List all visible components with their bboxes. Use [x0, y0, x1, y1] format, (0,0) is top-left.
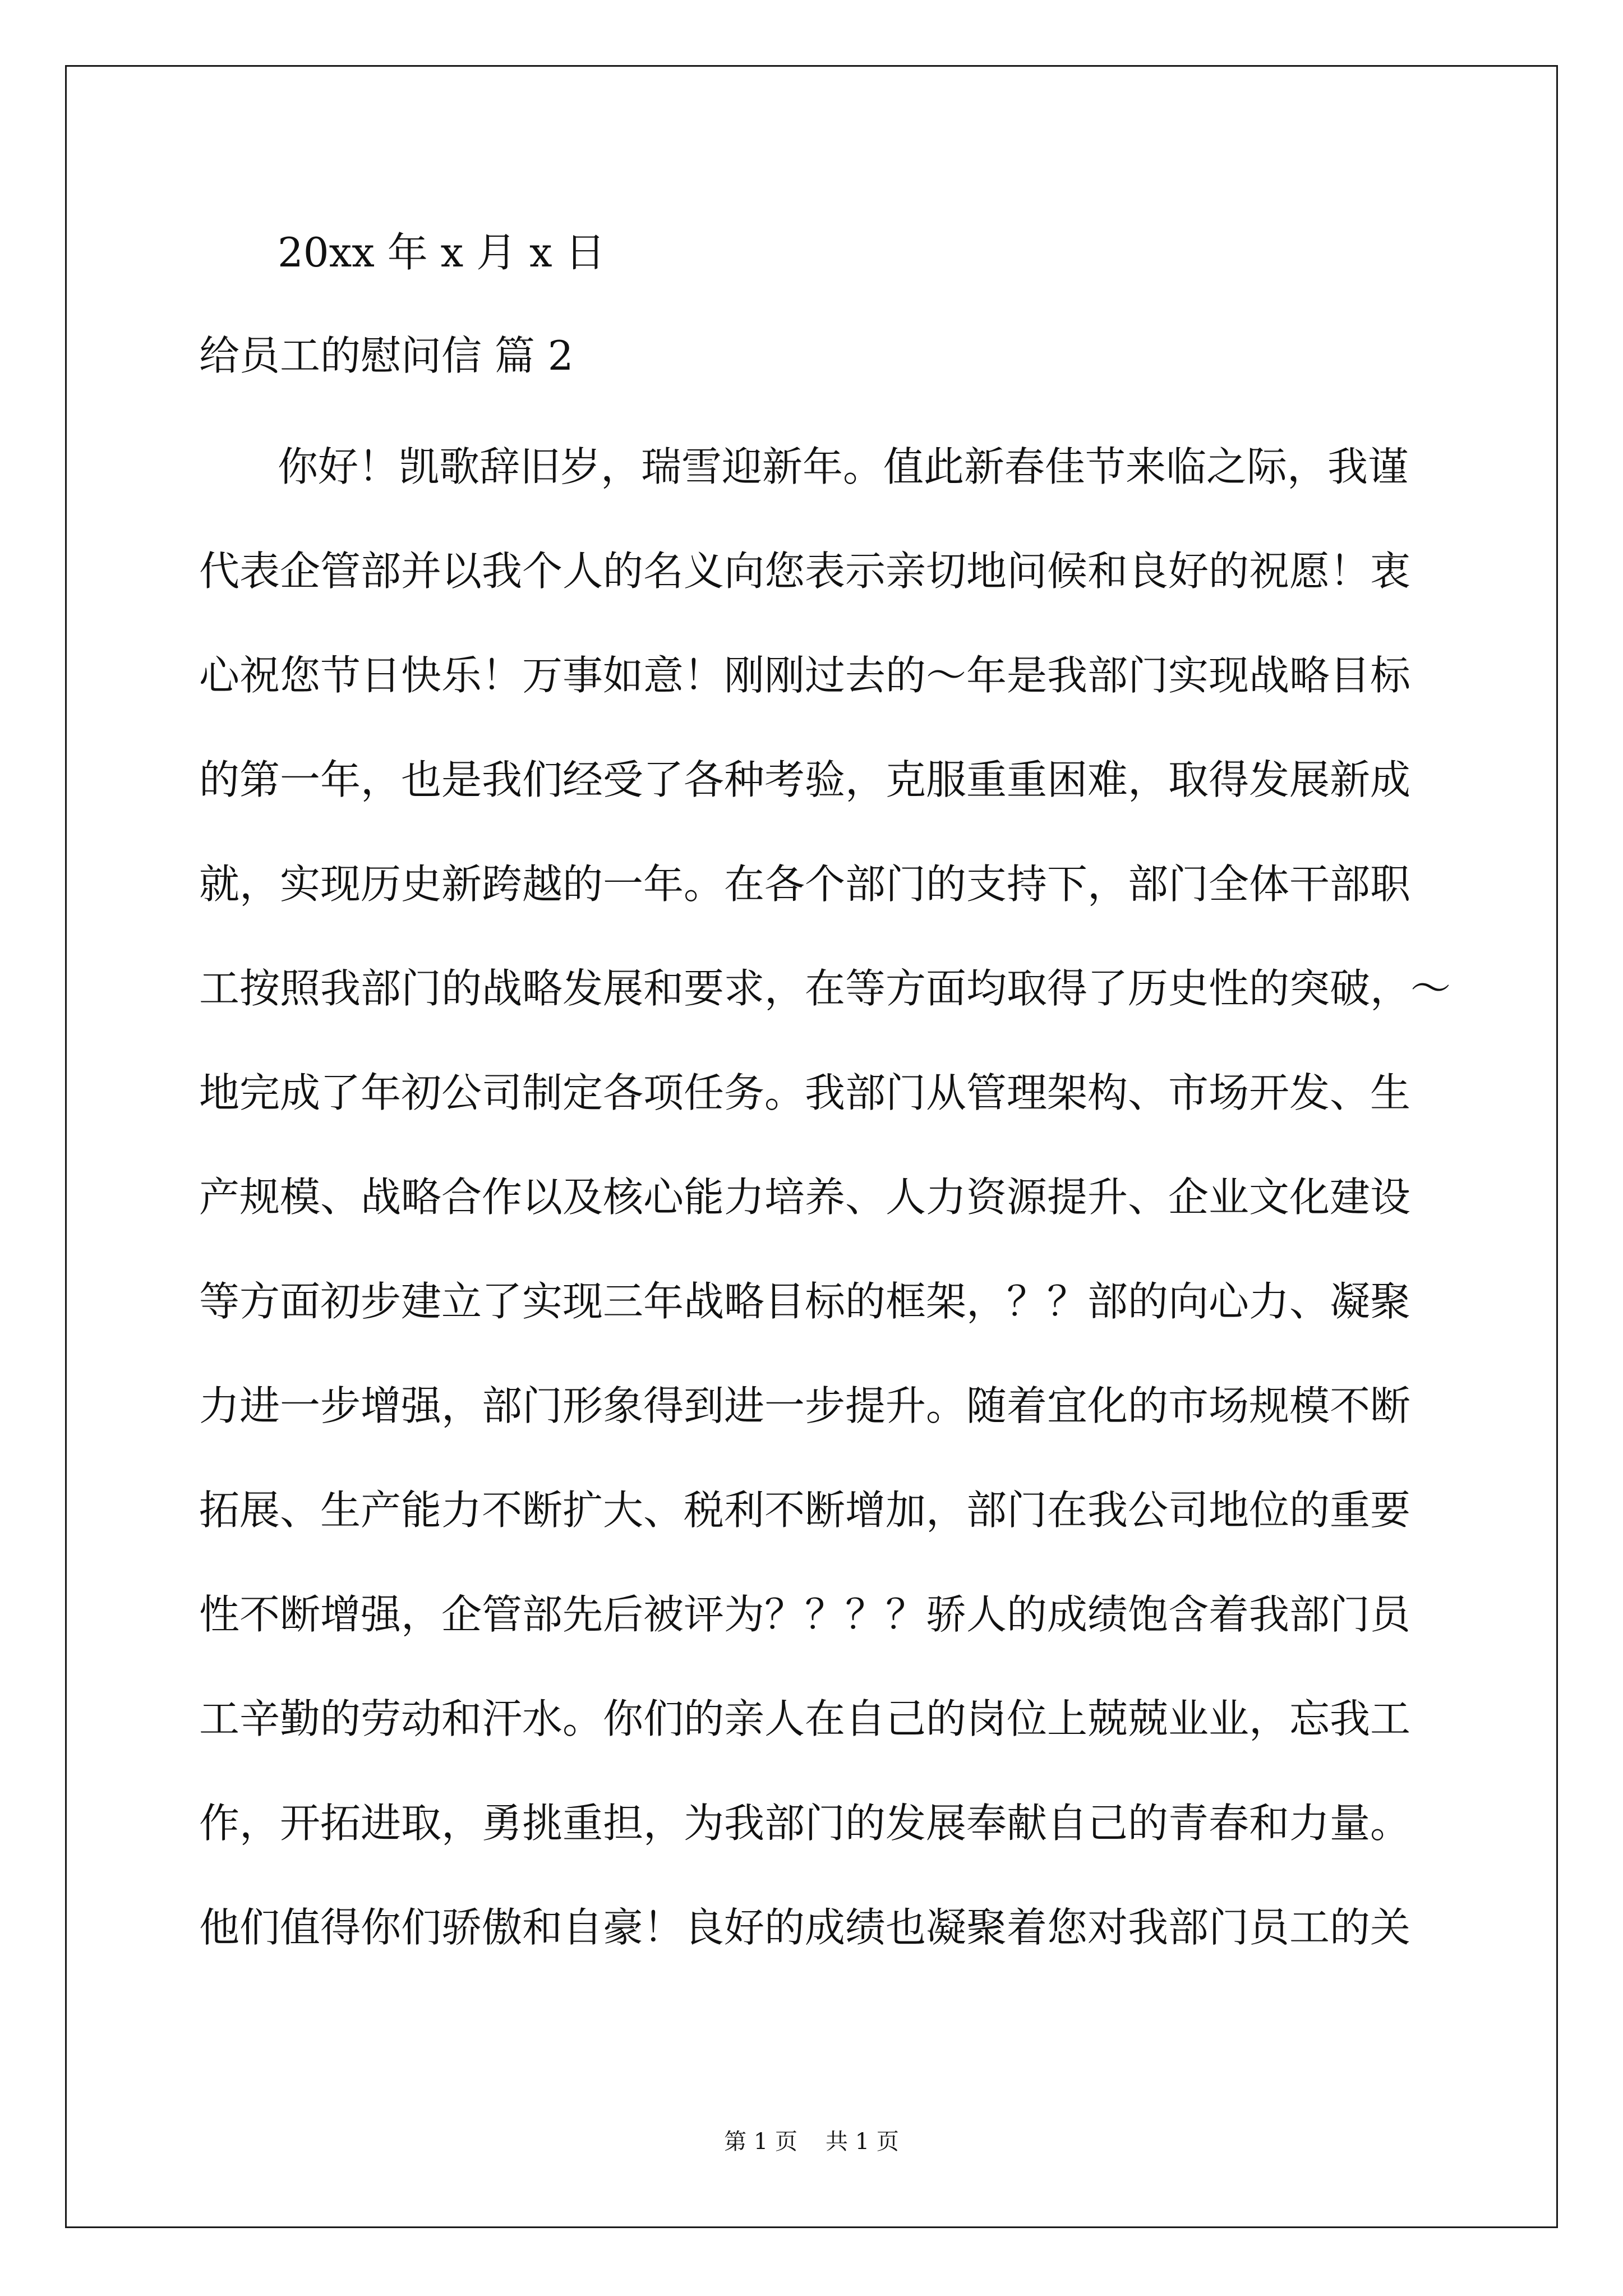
body-line: 拓展、生产能力不断扩大、税利不断增加，部门在我公司地位的重要 [199, 1487, 1411, 1534]
body-line: 的第一年，也是我们经受了各种考验，克服重重困难，取得发展新成 [199, 756, 1411, 803]
body-line: 工按照我部门的战略发展和要求，在等方面均取得了历史性的突破，～ [199, 965, 1451, 1012]
body-line: 力进一步增强，部门形象得到进一步提升。随着宜化的市场规模不断 [199, 1382, 1411, 1429]
date-line: 20xx 年 x 月 x 日 [278, 229, 606, 276]
body-line: 等方面初步建立了实现三年战略目标的框架，？？部的向心力、凝聚 [199, 1278, 1411, 1325]
body-line: 工辛勤的劳动和汗水。你们的亲人在自己的岗位上兢兢业业，忘我工 [199, 1695, 1411, 1742]
body-line: 作，开拓进取，勇挑重担，为我部门的发展奉献自己的青春和力量。 [199, 1800, 1411, 1847]
page-number-total: 共 1 页 [826, 2129, 899, 2155]
page-number-current: 第 1 页 [724, 2129, 797, 2155]
body-line: 地完成了年初公司制定各项任务。我部门从管理架构、市场开发、生 [199, 1069, 1411, 1116]
body-line: 就，实现历史新跨越的一年。在各个部门的支持下，部门全体干部职 [199, 861, 1411, 908]
letter-title: 给员工的慰问信 篇 2 [199, 332, 574, 379]
body-line: 他们值得你们骄傲和自豪！良好的成绩也凝聚着您对我部门员工的关 [199, 1904, 1411, 1951]
body-line: 代表企管部并以我个人的名义向您表示亲切地问候和良好的祝愿！衷 [199, 547, 1411, 595]
body-line: 性不断增强，企管部先后被评为？？？？骄人的成绩饱含着我部门员 [199, 1591, 1411, 1638]
body-line: 产规模、战略合作以及核心能力培养、人力资源提升、企业文化建设 [199, 1174, 1411, 1221]
body-line: 你好！凯歌辞旧岁，瑞雪迎新年。值此新春佳节来临之际，我谨 [278, 443, 1409, 490]
page-footer [0, 2125, 1623, 2159]
body-line: 心祝您节日快乐！万事如意！刚刚过去的～年是我部门实现战略目标 [199, 652, 1411, 699]
